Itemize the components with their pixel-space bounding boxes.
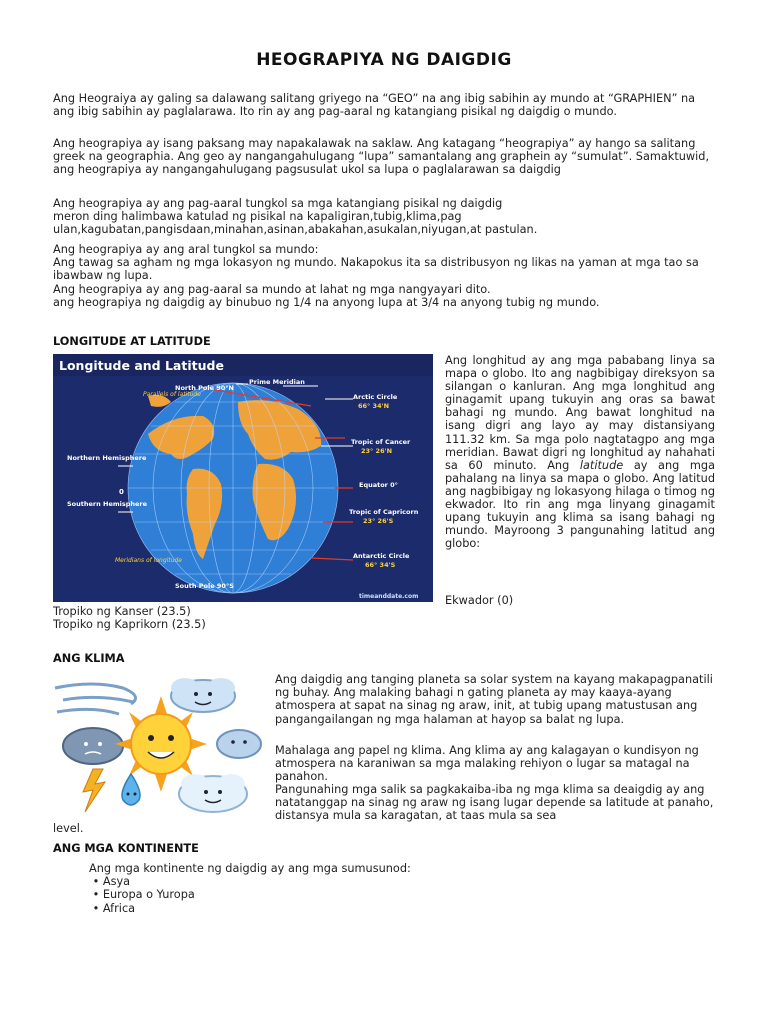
cloud-icon: [171, 678, 235, 712]
page-title: HEOGRAPIYA NG DAIGDIG: [256, 50, 512, 70]
klima-paragraph-3-tail: level.: [53, 822, 84, 835]
longitude-heading: LONGITUDE AT LATITUDE: [53, 335, 211, 348]
intro-paragraph-4: Ang heograpiya ay ang aral tungkol sa mundo: Ang tawag sa agham ng mga lokasyon ng mundo. Nakapokus ita sa distribusyon ng likas na yaman at mga tao sa ibawbaw ng lupa. Ang heograpiya ay ang pag-aaral sa mundo at lahat ng mga nangyayari dito. ang heograpiya ng daigdig ay binubuo ng 1/4 na anyong lupa at 3/4 na anyong tubig ng mundo.: [53, 243, 699, 309]
snow-cloud-icon: [179, 774, 247, 812]
kontinente-item-asya: Asya: [102, 875, 131, 889]
klima-paragraph-1: Ang daigdig ang tanging planeta sa solar system na kayang makapagpanatili ng buhay. Ang malaking bahagi n gating planeta ay may kaaya-ayang atmospera at sapat na sinag ng araw, init, at tubig upang matustusan ang pangangailangan ng mga halaman at hayop sa balat ng lupa.: [275, 673, 713, 726]
label-south-pole: South Pole 90°S: [175, 582, 234, 590]
label-credit: timeanddate.com: [359, 593, 419, 600]
label-arctic-deg: 66° 34'N: [358, 402, 390, 410]
side-text-post: ay ang mga pahalang na linya sa mapa o globo. Ang latitud ang nagbibigay ng lokasyong hilaga o timog ng ekwador. Ito rin ang mga linyang ginagamit upang tukuyin ang klima sa isang bahagi ng mundo. Mayroong 3 pangunahing latitud ang globo:: [445, 458, 715, 551]
longitude-description: [445, 354, 715, 550]
kontinente-heading: ANG MGA KONTINENTE: [53, 842, 199, 855]
kontinente-item-europa: Europa o Yuropa: [102, 888, 195, 902]
label-antarctic-deg: 66° 34'S: [365, 561, 396, 569]
label-antarctic: Antarctic Circle: [353, 552, 410, 560]
lightning-icon: [83, 769, 105, 812]
label-zero: 0: [119, 488, 124, 496]
list-item: • Asya: [89, 875, 131, 889]
label-equator: Equator 0°: [359, 481, 398, 489]
globe-illustration: [53, 354, 433, 602]
label-cancer: Tropic of Cancer: [351, 438, 411, 446]
intro-paragraph-2: Ang heograpiya ay isang paksang may napakalawak na saklaw. Ang katagang “heograpiya” ay hango sa salitang greek na geographia. Ang geo ay nangangahulugang “lupa” samantalang ang graphein ay “sumulat”. Samaktuwid, ang heograpiya ay nangangahulugang pagsusulat ukol sa lupa o paglalarawan sa daigdig: [53, 137, 710, 177]
label-capricorn: Tropic of Capricorn: [349, 508, 419, 516]
intro-paragraph-3: Ang heograpiya ay ang pag-aaral tungkol sa mga katangiang pisikal ng daigdig meron ding halimbawa katulad ng pisikal na kapaligiran,tubig,klima,pag ulan,kagubatan,pangisdaan,minahan,asinan,abakahan,asukalan,niyugan,at pastulan.: [53, 197, 538, 237]
longitude-latitude-figure: [53, 354, 433, 602]
rain-cloud-icon: [217, 730, 261, 758]
raindrop-icon: [122, 774, 140, 805]
label-capricorn-deg: 23° 26'S: [363, 517, 394, 525]
klima-paragraph-2: Mahalaga ang papel ng klima. Ang klima ay ang kalagayan o kundisyon ng atmospera na karaniwan sa mga malaking rehiyon o lugar sa matagal na panahon.: [275, 744, 699, 784]
tropiko-kanser-item: Tropiko ng Kanser (23.5): [53, 605, 191, 618]
side-text-pre: Ang longhitud ay ang mga pababang linya sa mapa o globo. Ito ang nagbibigay direksyon sa silangan o kanluran. Ang mga longhitud ang ginagamit upang tukuyin ang oras sa bawat bahagi ng mundo. Ang bawat longhitud na isang digri ang layo ay may distansiyang 111.32 km. Sa mga polo nagtatagpo ang mga meridian. Bawat digri ng longhitud ay nahahati sa 60 minuto. Ang: [445, 354, 715, 472]
list-item: • Africa: [89, 901, 136, 915]
tropiko-kaprikorn-item: Tropiko ng Kaprikorn (23.5): [53, 618, 206, 631]
kontinente-item-africa: Africa: [102, 901, 136, 915]
kontinente-intro: Ang mga kontinente ng daigdig ay ang mga sumusunod:: [89, 862, 411, 875]
label-southern: Southern Hemisphere: [67, 500, 148, 508]
list-item: • Europa o Yuropa: [89, 888, 195, 902]
weather-icons: [53, 674, 263, 819]
ekwador-item: Ekwador (0): [445, 594, 514, 607]
label-north-pole: North Pole 90°N: [175, 384, 234, 392]
intro-paragraph-1: Ang Heograiya ay galing sa dalawang salitang griyego na “GEO” na ang ibig sabihin ay mundo at “GRAPHIEN” na ang ibig sabihin ay paglalarawa. Ito rin ay ang pag-aaral ng katangiang pisikal ng daigdig o mundo.: [53, 92, 696, 119]
weather-illustration: [53, 674, 263, 819]
figure-title: Longitude and Latitude: [59, 358, 224, 373]
klima-paragraph-3: Pangunahing mga salik sa pagkakaiba-iba ng mga klima sa deaigdig ay ang natatanggap na sinag ng araw ng isang lugar depende sa latitude at panaho, distansya mula sa karagatan, at taas mula sa sea: [275, 783, 714, 823]
wind-icon: [55, 684, 136, 714]
kontinente-list: [89, 862, 411, 915]
storm-cloud-icon: [63, 728, 123, 764]
label-parallels: Parallels of latitude: [143, 391, 201, 398]
label-cancer-deg: 23° 26'N: [361, 447, 393, 455]
label-prime-meridian: Prime Meridian: [249, 378, 305, 386]
side-text-italic: latitude: [579, 458, 624, 472]
label-arctic: Arctic Circle: [353, 393, 398, 401]
label-northern: Northern Hemisphere: [67, 454, 147, 462]
klima-heading: ANG KLIMA: [53, 652, 125, 665]
label-meridians: Meridians of longitude: [115, 557, 182, 564]
